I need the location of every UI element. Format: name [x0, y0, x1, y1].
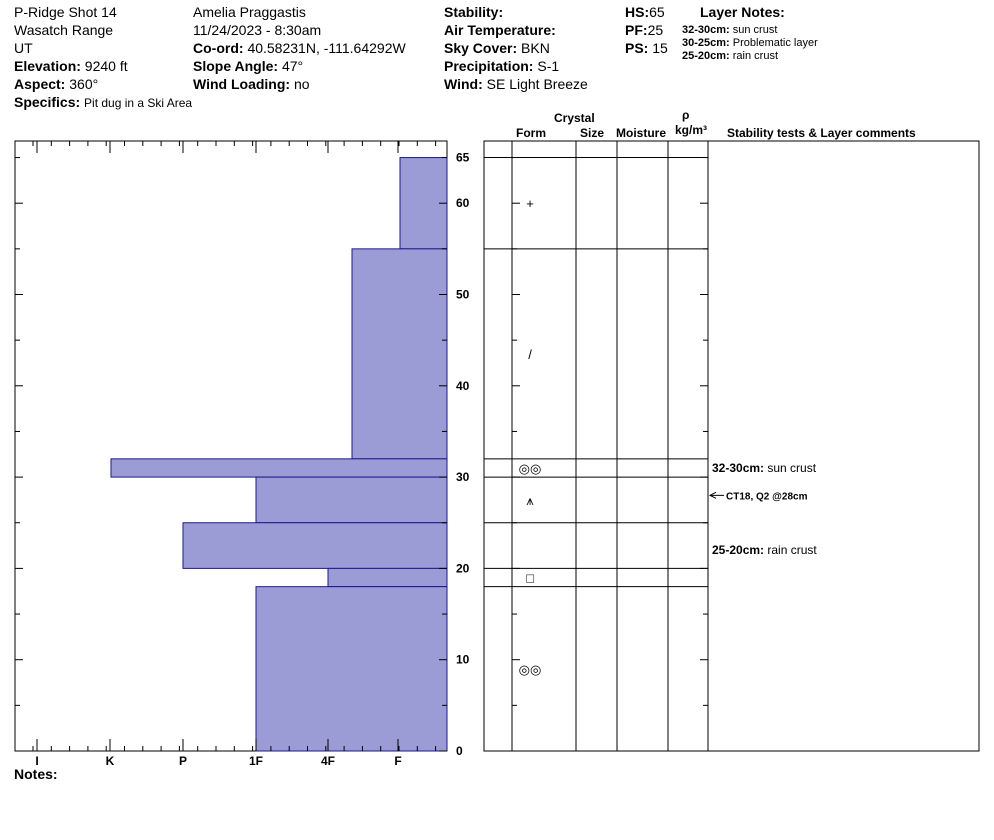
hardness-bar-1 [352, 249, 447, 459]
wind-loading-value: no [293, 76, 310, 92]
precip-label: Precipitation: [444, 58, 534, 74]
air-temp-label: Air Temperature: [444, 22, 556, 38]
density-symbol: ρ [682, 108, 690, 122]
slope-value: 47° [281, 58, 304, 74]
hs-label: HS: [625, 4, 650, 20]
crystal-form-2: ◎◎ [518, 460, 542, 476]
aspect-value: 360° [69, 76, 99, 92]
state: UT [14, 40, 33, 56]
hardness-bar-4 [183, 523, 447, 569]
layer-notes-title: Layer Notes: [700, 4, 785, 20]
moisture-header: Moisture [616, 126, 667, 140]
wind-value: SE Light Breeze [486, 76, 588, 92]
crystal-form-4: □ [526, 570, 534, 586]
hardness-bar-6 [256, 587, 447, 751]
hardness-label-I: I [35, 754, 39, 768]
comments-header: Stability tests & Layer comments [727, 126, 916, 140]
specifics-label: Specifics: [14, 94, 81, 110]
crystal-form-1: / [528, 346, 532, 362]
hs-value: 65 [649, 4, 665, 20]
crystal-form-5: ◎◎ [518, 661, 542, 677]
precip-value: S-1 [537, 58, 560, 74]
layer-comment-text: rain crust [764, 543, 817, 558]
layer-comment-range: 32-30cm: [712, 460, 765, 475]
pit-name: P-Ridge Shot 14 [14, 4, 117, 20]
notes-label: Notes: [14, 766, 58, 782]
layer-note-1: 32-30cm: sun crust [682, 24, 778, 36]
layer-note-2: 30-25cm: Problematic layer [682, 37, 818, 49]
elevation-label: Elevation: [14, 58, 81, 74]
layer-comment-0 [712, 461, 817, 475]
crystal-form-3: ⩚ [526, 492, 534, 508]
sky-cover-label: Sky Cover: [444, 40, 518, 56]
wind-label: Wind: [444, 76, 483, 92]
height-label-40: 40 [456, 378, 470, 393]
height-label-65: 65 [456, 150, 470, 165]
pf-value: 25 [647, 22, 664, 38]
hardness-label-4F: 4F [320, 754, 336, 768]
hardness-label-1F: 1F [248, 754, 264, 768]
hardness-label-F: F [394, 754, 402, 768]
slope-label: Slope Angle: [193, 58, 279, 74]
ps-value: 15 [652, 40, 668, 56]
height-label-20: 20 [456, 561, 470, 576]
hardness-label-P: P [178, 754, 188, 768]
density-unit: kg/m³ [675, 123, 708, 137]
ps-label: PS: [625, 40, 649, 56]
aspect-label: Aspect: [14, 76, 66, 92]
layer-comment-text: sun crust [764, 460, 817, 475]
pf-label: PF: [625, 22, 648, 38]
form-header: Form [516, 126, 546, 140]
stability-test-0: CT18, Q2 @28cm [726, 491, 808, 503]
hardness-bar-5 [328, 568, 447, 586]
layer-comment-1 [712, 543, 817, 557]
hardness-bar-2 [111, 459, 447, 477]
crystal-header: Crystal [554, 111, 595, 125]
mountain-range: Wasatch Range [14, 22, 114, 38]
stability-label: Stability: [444, 4, 504, 20]
wind-loading-label: Wind Loading: [193, 76, 291, 92]
hardness-bar-3 [256, 477, 447, 523]
coord-value: 40.58231N, -111.64292W [247, 40, 406, 56]
height-label-60: 60 [456, 196, 470, 211]
layer-comment-range: 25-20cm: [712, 543, 765, 558]
profile-table-frame [484, 141, 979, 751]
height-label-10: 10 [456, 652, 470, 667]
sky-cover-value: BKN [521, 40, 550, 56]
layer-note-3: 25-20cm: rain crust [682, 50, 779, 62]
height-label-30: 30 [456, 470, 470, 485]
height-label-50: 50 [456, 287, 470, 302]
hardness-label-K: K [105, 754, 115, 768]
specifics-value: Pit dug in a Ski Area [84, 96, 193, 110]
crystal-form-0: + [526, 196, 534, 212]
observation-datetime: 11/24/2023 - 8:30am [193, 22, 322, 38]
size-header: Size [580, 126, 605, 140]
height-label-0: 0 [456, 744, 463, 758]
coord-label: Co-ord: [193, 40, 244, 56]
elevation-value: 9240 ft [84, 58, 128, 74]
observer-name: Amelia Praggastis [193, 4, 306, 20]
